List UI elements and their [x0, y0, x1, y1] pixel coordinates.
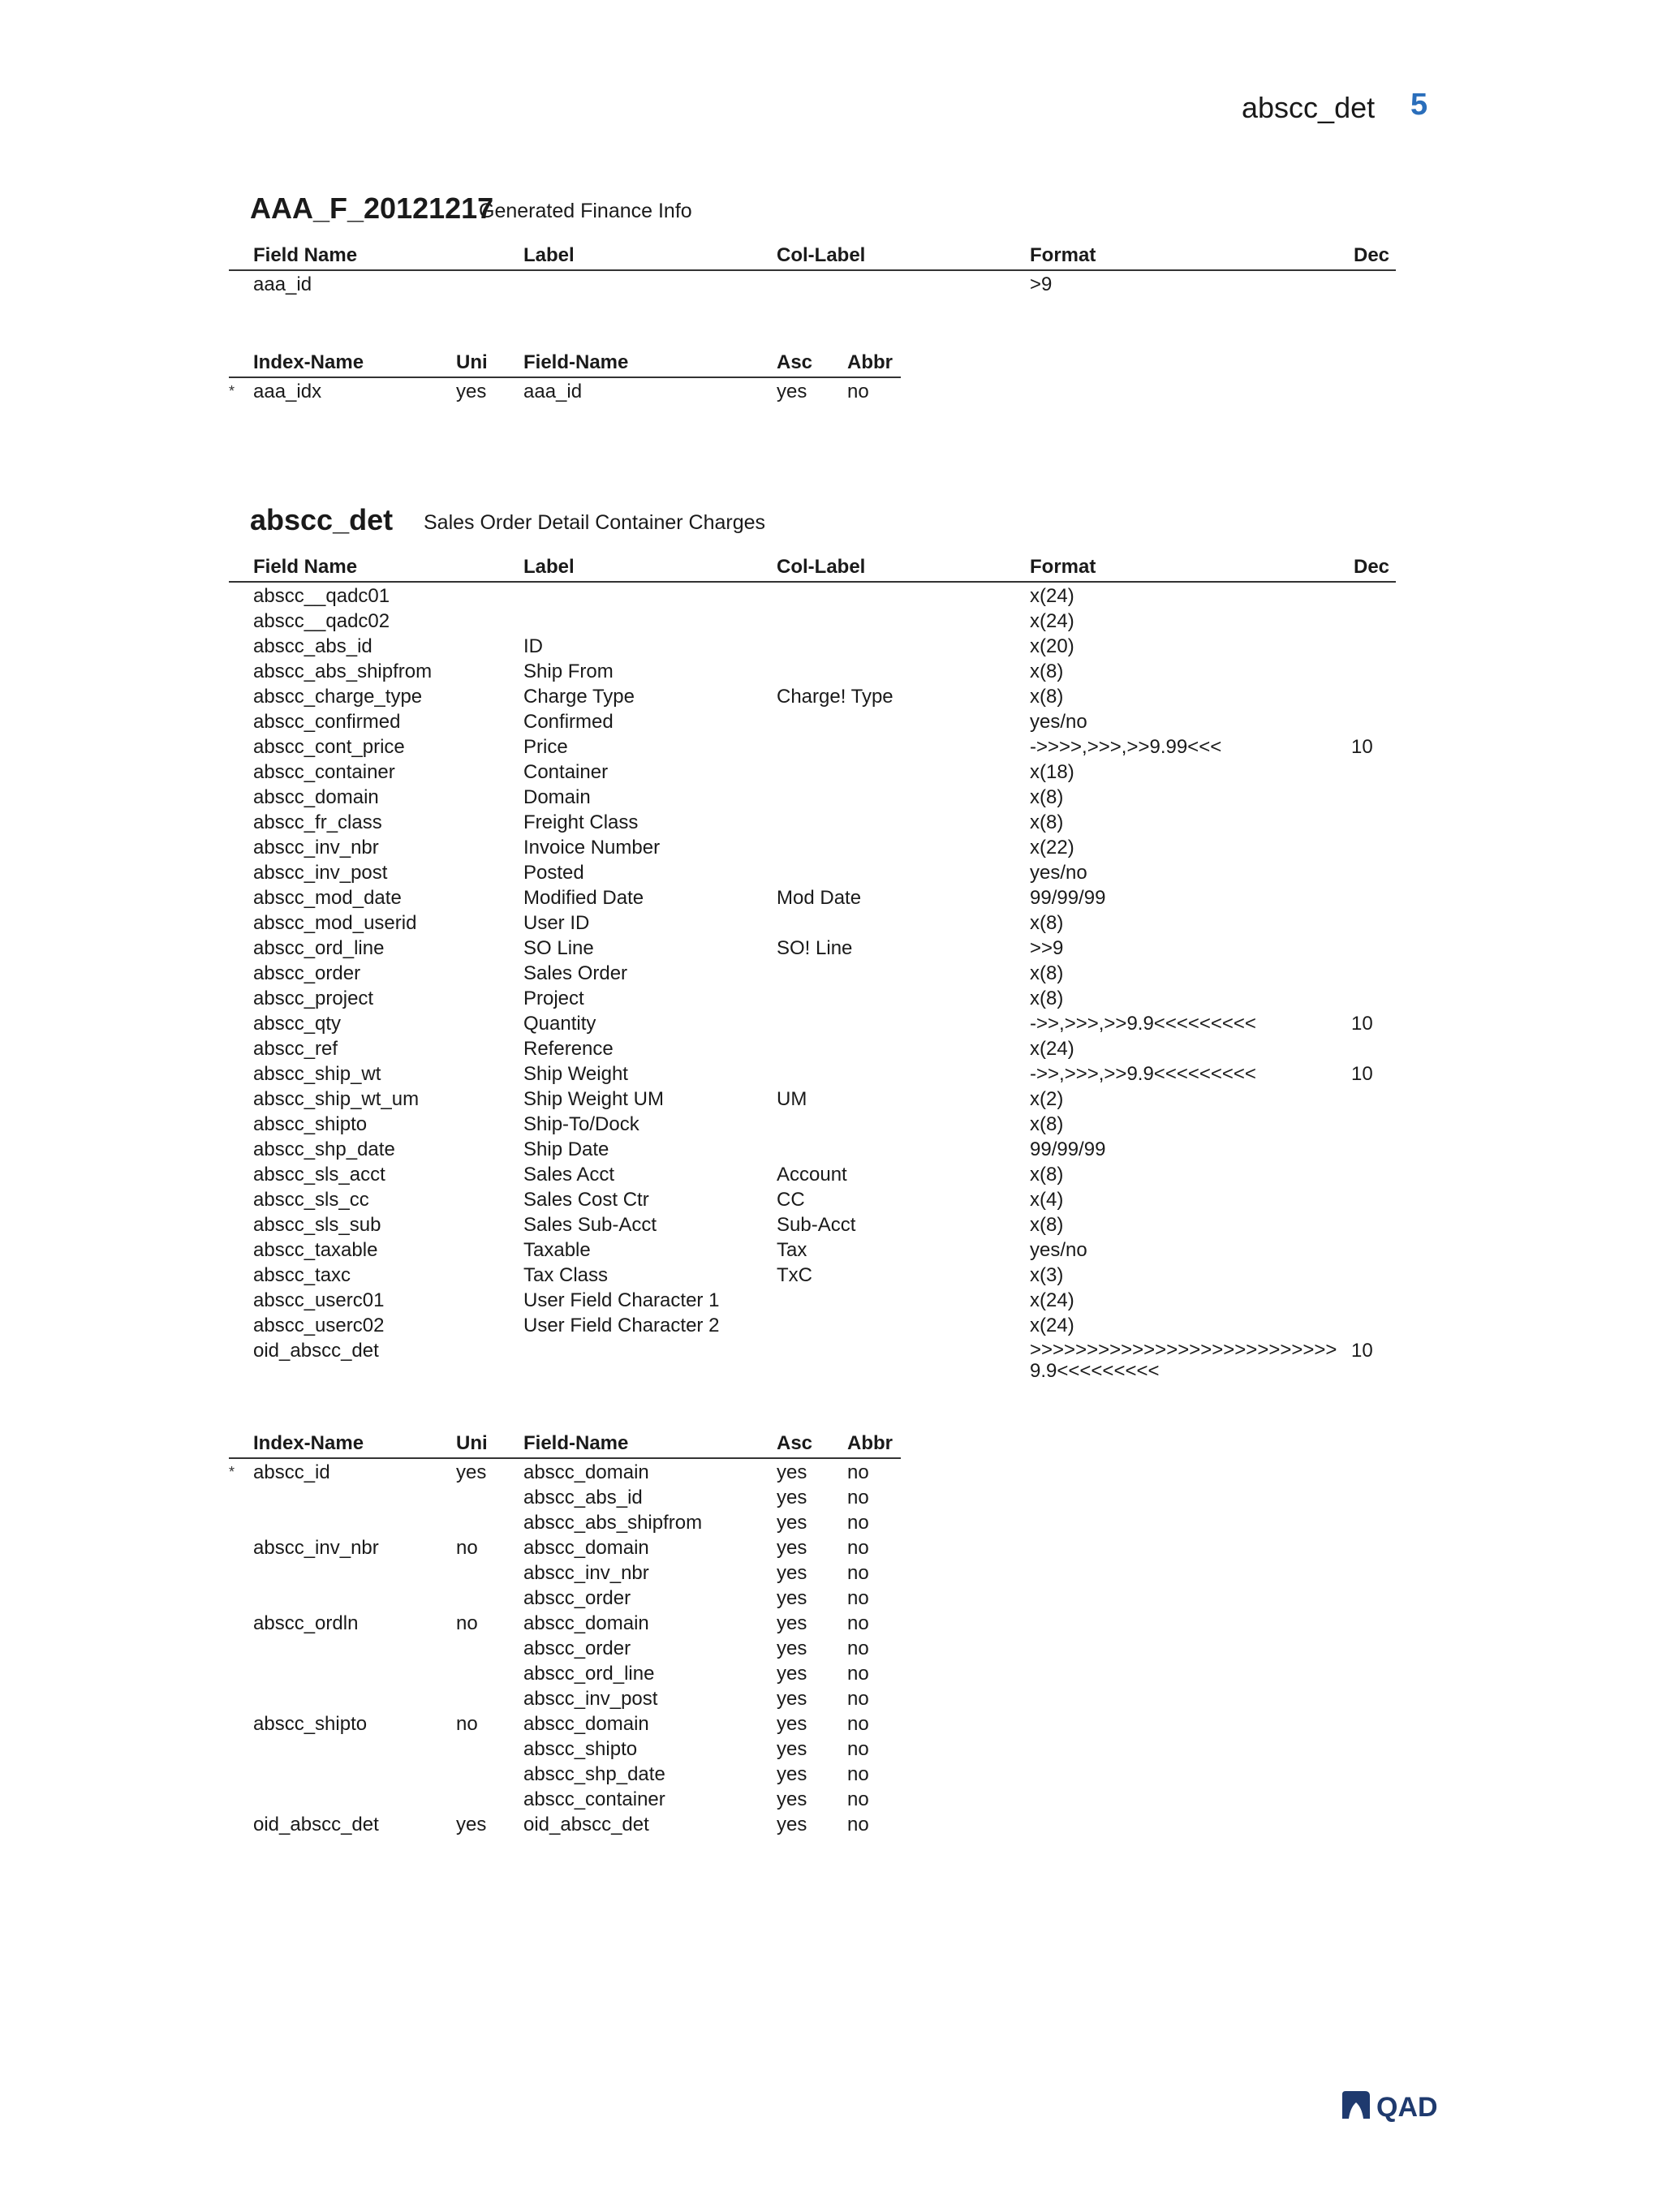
col-header-index-name: Index-Name: [253, 1432, 364, 1454]
index-row: [229, 1685, 901, 1711]
field-format: x(24): [1030, 1289, 1074, 1311]
index-field-name: aaa_id: [523, 381, 583, 402]
field-format: x(8): [1030, 661, 1064, 682]
field-format: x(8): [1030, 962, 1064, 984]
col-header-index-name: Index-Name: [253, 351, 364, 373]
index-field-name: abscc_domain: [523, 1713, 649, 1735]
field-label: Reference: [523, 1038, 614, 1060]
table-title: AAA_F_20121217: [250, 192, 494, 225]
field-name: abscc_ord_line: [253, 937, 385, 959]
field-row: [229, 1035, 1396, 1061]
col-header-field-name: Field-Name: [523, 351, 629, 373]
field-row: [229, 583, 1396, 608]
field-row: [229, 1312, 1396, 1337]
field-label: User Field Character 1: [523, 1289, 720, 1311]
field-label: Sales Cost Ctr: [523, 1189, 649, 1211]
field-name: abscc_cont_price: [253, 736, 405, 758]
index-row: [229, 1711, 901, 1736]
field-label: Sales Sub-Acct: [523, 1214, 657, 1236]
index-abbreviated: no: [847, 1663, 869, 1685]
field-row: [229, 1161, 1396, 1186]
index-table: [229, 347, 901, 403]
field-format: x(8): [1030, 1214, 1064, 1236]
field-format: x(18): [1030, 761, 1074, 783]
index-row: [229, 1610, 901, 1635]
field-format: x(8): [1030, 988, 1064, 1009]
field-name: abscc_sls_acct: [253, 1164, 385, 1186]
field-name: abscc_taxc: [253, 1264, 351, 1286]
index-name: oid_abscc_det: [253, 1814, 379, 1835]
field-format: yes/no: [1030, 711, 1087, 733]
field-format: x(3): [1030, 1264, 1064, 1286]
field-format: >>9: [1030, 937, 1064, 959]
field-format: 99/99/99: [1030, 1138, 1106, 1160]
field-name: abscc_shp_date: [253, 1138, 395, 1160]
field-name: abscc_charge_type: [253, 686, 423, 708]
index-row: [229, 1459, 901, 1484]
field-label: Posted: [523, 862, 584, 884]
field-format: x(4): [1030, 1189, 1064, 1211]
field-format: x(24): [1030, 610, 1074, 632]
index-abbreviated: no: [847, 1738, 869, 1760]
index-row: [229, 1560, 901, 1585]
field-format: ->>>>,>>>,>>9.99<<<: [1030, 736, 1222, 758]
index-ascending: yes: [777, 1713, 807, 1735]
field-format: x(20): [1030, 635, 1074, 657]
index-field-name: abscc_domain: [523, 1537, 649, 1559]
index-abbreviated: no: [847, 1487, 869, 1508]
index-field-name: oid_abscc_det: [523, 1814, 649, 1835]
field-col-label: TxC: [777, 1264, 812, 1286]
index-name: abscc_id: [253, 1461, 330, 1483]
field-label: User Field Character 2: [523, 1315, 720, 1336]
field-format: x(8): [1030, 1113, 1064, 1135]
field-label: Freight Class: [523, 811, 639, 833]
field-dec: 10: [1351, 1340, 1373, 1362]
field-label: Ship Weight UM: [523, 1088, 664, 1110]
field-format: ->>,>>>,>>9.9<<<<<<<<<: [1030, 1063, 1256, 1085]
index-unique: yes: [456, 1814, 487, 1835]
index-row: [229, 1786, 901, 1811]
field-label: Ship Weight: [523, 1063, 628, 1085]
index-row: [229, 1534, 901, 1560]
field-name: abscc_abs_shipfrom: [253, 661, 433, 682]
field-row: [229, 683, 1396, 708]
field-col-label: SO! Line: [777, 937, 853, 959]
field-table-header: [229, 552, 1396, 583]
index-abbreviated: no: [847, 1763, 869, 1785]
index-abbreviated: no: [847, 1688, 869, 1710]
index-row: [229, 1761, 901, 1786]
field-label: Sales Order: [523, 962, 628, 984]
field-label: Confirmed: [523, 711, 614, 733]
col-header-format: Format: [1030, 244, 1096, 266]
index-field-name: abscc_shp_date: [523, 1763, 665, 1785]
index-abbreviated: no: [847, 1814, 869, 1835]
field-dec: 10: [1351, 1013, 1373, 1035]
field-name: abscc_sls_cc: [253, 1189, 369, 1211]
field-row: [229, 809, 1396, 834]
field-label: Quantity: [523, 1013, 596, 1035]
field-name: abscc_sls_sub: [253, 1214, 381, 1236]
index-abbreviated: no: [847, 1587, 869, 1609]
index-name: aaa_idx: [253, 381, 322, 402]
field-name: abscc_mod_date: [253, 887, 402, 909]
field-row: [229, 834, 1396, 859]
field-table: [229, 552, 1396, 1382]
field-row: [229, 734, 1396, 759]
index-field-name: abscc_inv_nbr: [523, 1562, 649, 1584]
field-name: abscc_taxable: [253, 1239, 378, 1261]
field-table: [229, 240, 1396, 296]
col-header-label: Label: [523, 556, 575, 578]
field-row: [229, 910, 1396, 935]
index-field-name: abscc_domain: [523, 1612, 649, 1634]
field-row: [229, 985, 1396, 1010]
field-label: Ship From: [523, 661, 614, 682]
field-row: [229, 859, 1396, 884]
index-table: [229, 1428, 901, 1836]
field-col-label: CC: [777, 1189, 805, 1211]
index-row: [229, 1660, 901, 1685]
field-name: abscc__qadc01: [253, 585, 390, 607]
index-abbreviated: no: [847, 1537, 869, 1559]
field-label: Container: [523, 761, 609, 783]
field-col-label: UM: [777, 1088, 807, 1110]
index-ascending: yes: [777, 1612, 807, 1634]
index-name: abscc_inv_nbr: [253, 1537, 379, 1559]
field-col-label: Sub-Acct: [777, 1214, 856, 1236]
field-label: Invoice Number: [523, 837, 661, 859]
index-abbreviated: no: [847, 1713, 869, 1735]
field-col-label: Charge! Type: [777, 686, 893, 708]
index-abbreviated: no: [847, 1612, 869, 1634]
field-row: [229, 1262, 1396, 1287]
primary-index-marker: *: [229, 383, 235, 399]
field-row: [229, 633, 1396, 658]
index-row: [229, 1635, 901, 1660]
field-format: ->>,>>>,>>9.9<<<<<<<<<: [1030, 1013, 1256, 1035]
index-unique: yes: [456, 1461, 487, 1483]
field-format: x(8): [1030, 686, 1064, 708]
col-header-dec: Dec: [1354, 244, 1390, 266]
field-row: [229, 759, 1396, 784]
field-format: x(24): [1030, 1038, 1074, 1060]
index-field-name: abscc_domain: [523, 1461, 649, 1483]
index-ascending: yes: [777, 1688, 807, 1710]
qad-logo-mark: [1341, 2089, 1462, 2122]
index-field-name: abscc_ord_line: [523, 1663, 655, 1685]
field-name: abscc_ref: [253, 1038, 338, 1060]
col-header-asc: Asc: [777, 1432, 813, 1454]
field-format: x(24): [1030, 585, 1074, 607]
field-format: x(8): [1030, 786, 1064, 808]
index-ascending: yes: [777, 1512, 807, 1534]
field-format: 99/99/99: [1030, 887, 1106, 909]
field-row: [229, 1010, 1396, 1035]
field-label: User ID: [523, 912, 590, 934]
index-ascending: yes: [777, 381, 807, 402]
index-unique: no: [456, 1612, 478, 1634]
field-format: x(8): [1030, 811, 1064, 833]
index-row: [229, 378, 901, 403]
field-format: x(8): [1030, 1164, 1064, 1186]
table-description: Generated Finance Info: [479, 200, 692, 222]
col-header-dec: Dec: [1354, 556, 1390, 578]
field-name: abscc_userc01: [253, 1289, 385, 1311]
field-row: [229, 935, 1396, 960]
field-label: Modified Date: [523, 887, 644, 909]
index-ascending: yes: [777, 1562, 807, 1584]
field-dec: 10: [1351, 736, 1373, 758]
table-title: abscc_det: [250, 503, 394, 536]
index-row: [229, 1484, 901, 1509]
page-header-title: abscc_det: [1242, 91, 1376, 124]
index-abbreviated: no: [847, 1461, 869, 1483]
field-row: [229, 1287, 1396, 1312]
field-row: [229, 1061, 1396, 1086]
field-label: Ship-To/Dock: [523, 1113, 639, 1135]
field-row: [229, 658, 1396, 683]
field-name: abscc__qadc02: [253, 610, 390, 632]
field-col-label: Tax: [777, 1239, 807, 1261]
index-ascending: yes: [777, 1814, 807, 1835]
index-unique: yes: [456, 381, 487, 402]
field-row: [229, 1086, 1396, 1111]
logo-text: QAD: [1376, 2092, 1438, 2122]
index-field-name: abscc_abs_shipfrom: [523, 1512, 703, 1534]
col-header-abbr: Abbr: [847, 1432, 893, 1454]
field-name: abscc_qty: [253, 1013, 342, 1035]
field-format: yes/no: [1030, 862, 1087, 884]
index-ascending: yes: [777, 1587, 807, 1609]
field-table-header: [229, 240, 1396, 271]
index-field-name: abscc_shipto: [523, 1738, 638, 1760]
field-row: [229, 784, 1396, 809]
index-abbreviated: no: [847, 381, 869, 402]
index-table-header: [229, 1428, 901, 1459]
col-header-field-name: Field Name: [253, 556, 358, 578]
index-ascending: yes: [777, 1738, 807, 1760]
index-field-name: abscc_container: [523, 1788, 665, 1810]
index-abbreviated: no: [847, 1637, 869, 1659]
index-name: abscc_shipto: [253, 1713, 368, 1735]
field-label: Project: [523, 988, 584, 1009]
index-ascending: yes: [777, 1788, 807, 1810]
index-row: [229, 1585, 901, 1610]
index-ascending: yes: [777, 1487, 807, 1508]
field-format: x(24): [1030, 1315, 1074, 1336]
field-row: [229, 608, 1396, 633]
field-name: abscc_confirmed: [253, 711, 401, 733]
field-format: x(22): [1030, 837, 1074, 859]
field-name: abscc_abs_id: [253, 635, 372, 657]
field-label: Charge Type: [523, 686, 635, 708]
col-header-label: Label: [523, 244, 575, 266]
field-row: [229, 1186, 1396, 1211]
field-format: >9: [1030, 273, 1053, 295]
index-row: [229, 1811, 901, 1836]
field-name: aaa_id: [253, 273, 312, 295]
col-header-col-label: Col-Label: [777, 556, 866, 578]
field-label: Domain: [523, 786, 591, 808]
field-label: Sales Acct: [523, 1164, 615, 1186]
index-field-name: abscc_inv_post: [523, 1688, 658, 1710]
index-ascending: yes: [777, 1461, 807, 1483]
field-label: Taxable: [523, 1239, 591, 1261]
field-name: oid_abscc_det: [253, 1340, 379, 1362]
field-row: [229, 960, 1396, 985]
index-field-name: abscc_order: [523, 1587, 631, 1609]
col-header-uni: Uni: [456, 351, 488, 373]
field-format: x(8): [1030, 912, 1064, 934]
field-col-label: Account: [777, 1164, 847, 1186]
field-label: ID: [523, 635, 543, 657]
field-format: x(2): [1030, 1088, 1064, 1110]
index-abbreviated: no: [847, 1562, 869, 1584]
index-ascending: yes: [777, 1637, 807, 1659]
field-row: [229, 884, 1396, 910]
col-header-format: Format: [1030, 556, 1096, 578]
page-number: 5: [1410, 88, 1428, 122]
index-table-header: [229, 347, 901, 378]
index-name: abscc_ordln: [253, 1612, 359, 1634]
field-row: [229, 1111, 1396, 1136]
index-abbreviated: no: [847, 1788, 869, 1810]
field-name: abscc_ship_wt_um: [253, 1088, 420, 1110]
index-ascending: yes: [777, 1663, 807, 1685]
field-dec: 10: [1351, 1063, 1373, 1085]
index-row: [229, 1509, 901, 1534]
col-header-field-name: Field Name: [253, 244, 358, 266]
field-label: Price: [523, 736, 568, 758]
primary-index-marker: *: [229, 1464, 235, 1480]
index-unique: no: [456, 1713, 478, 1735]
col-header-field-name: Field-Name: [523, 1432, 629, 1454]
field-format: >>>>>>>>>>>>>>>>>>>>>>>>>>>9.9<<<<<<<<<: [1030, 1339, 1337, 1382]
index-ascending: yes: [777, 1763, 807, 1785]
field-label: Tax Class: [523, 1264, 609, 1286]
index-ascending: yes: [777, 1537, 807, 1559]
field-label: SO Line: [523, 937, 594, 959]
field-row: [229, 271, 1396, 296]
field-name: abscc_inv_nbr: [253, 837, 379, 859]
field-label: Ship Date: [523, 1138, 609, 1160]
index-abbreviated: no: [847, 1512, 869, 1534]
col-header-col-label: Col-Label: [777, 244, 866, 266]
field-row: [229, 1136, 1396, 1161]
index-row: [229, 1736, 901, 1761]
index-unique: no: [456, 1537, 478, 1559]
field-name: abscc_mod_userid: [253, 912, 417, 934]
field-name: abscc_shipto: [253, 1113, 368, 1135]
qad-logo: [1341, 2089, 1462, 2122]
field-col-label: Mod Date: [777, 887, 862, 909]
field-name: abscc_container: [253, 761, 395, 783]
index-field-name: abscc_order: [523, 1637, 631, 1659]
field-row: [229, 708, 1396, 734]
col-header-asc: Asc: [777, 351, 813, 373]
field-name: abscc_project: [253, 988, 374, 1009]
field-row: [229, 1337, 1396, 1382]
field-name: abscc_order: [253, 962, 361, 984]
index-field-name: abscc_abs_id: [523, 1487, 643, 1508]
field-row: [229, 1211, 1396, 1237]
field-row: [229, 1237, 1396, 1262]
field-name: abscc_userc02: [253, 1315, 385, 1336]
field-name: abscc_domain: [253, 786, 379, 808]
col-header-abbr: Abbr: [847, 351, 893, 373]
field-format: yes/no: [1030, 1239, 1087, 1261]
field-name: abscc_inv_post: [253, 862, 388, 884]
field-name: abscc_fr_class: [253, 811, 382, 833]
table-description: Sales Order Detail Container Charges: [424, 511, 766, 534]
field-name: abscc_ship_wt: [253, 1063, 381, 1085]
col-header-uni: Uni: [456, 1432, 488, 1454]
